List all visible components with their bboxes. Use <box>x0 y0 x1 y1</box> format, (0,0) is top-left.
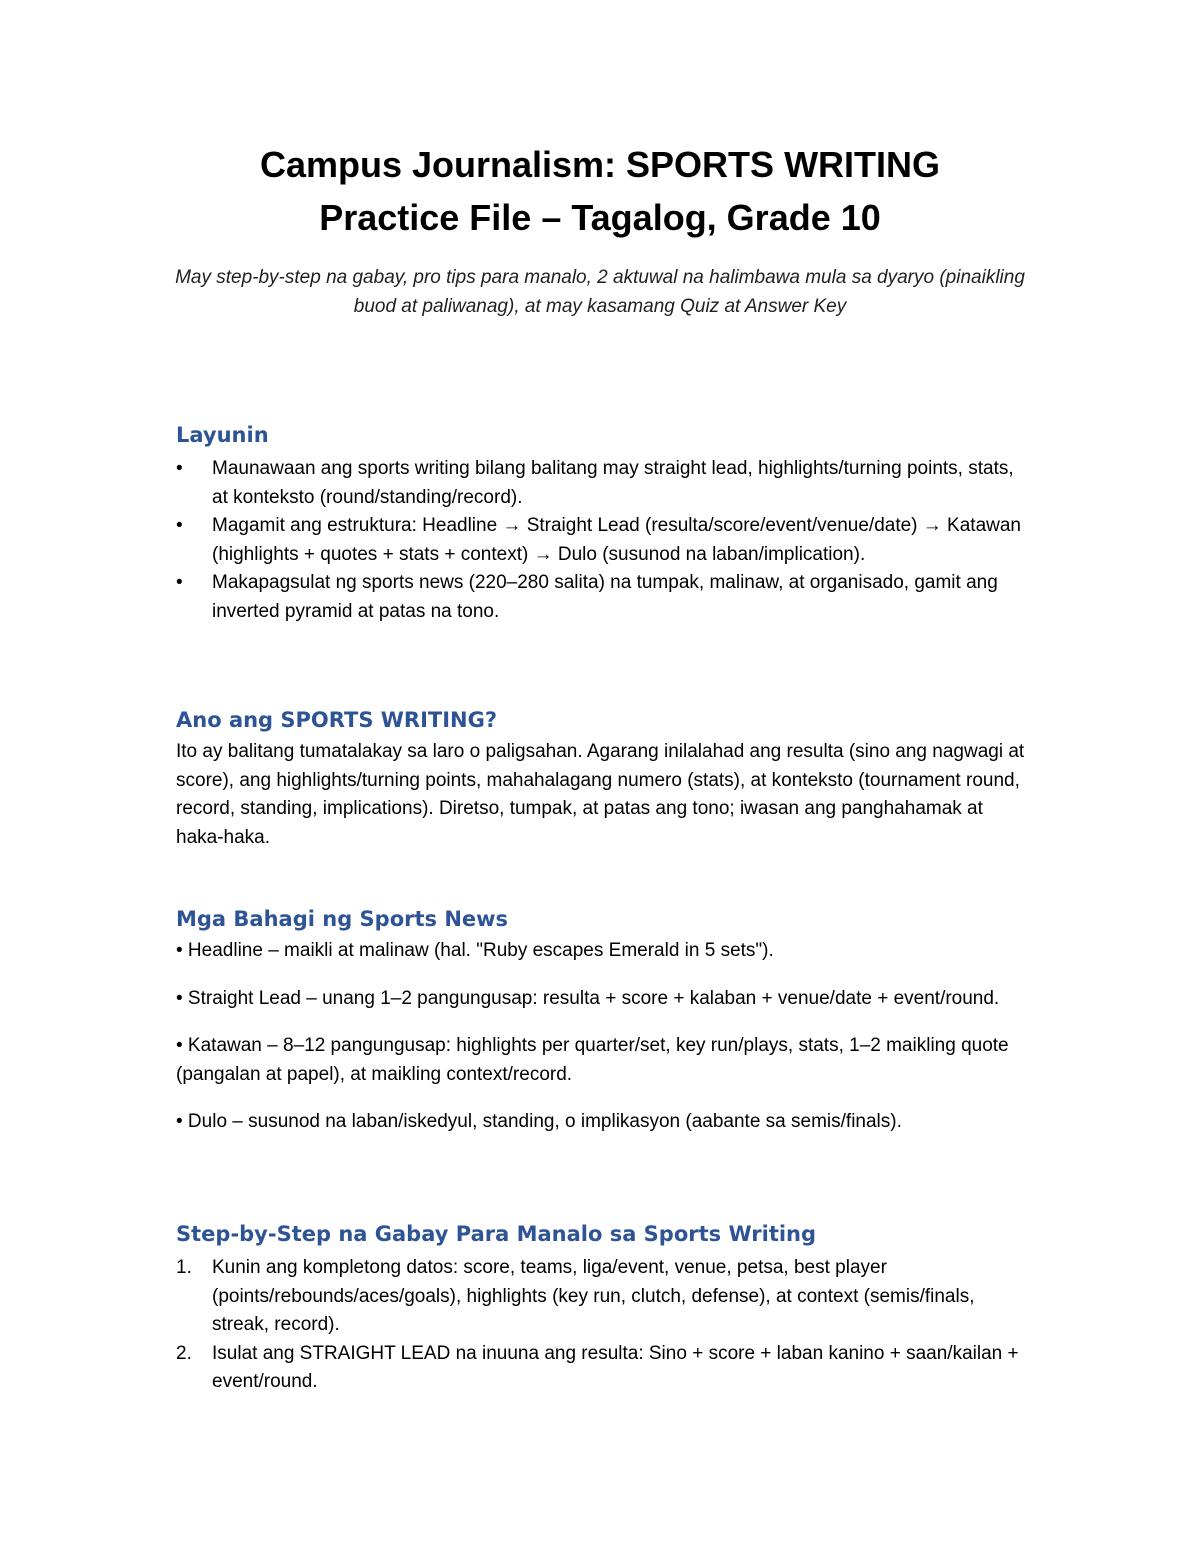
gabay-list <box>176 1254 1026 1397</box>
list-item <box>176 569 1026 626</box>
layunin-section <box>176 455 1026 626</box>
list-item <box>176 1254 1026 1340</box>
bullet-icon: • <box>176 515 183 536</box>
list-item <box>176 455 1026 512</box>
heading-step-by-step: Step-by-Step na Gabay Para Manalo sa Sports Writing <box>176 1222 817 1246</box>
bahagi-item-headline: • Headline – maikli at malinaw (hal. "Ruby escapes Emerald in 5 sets"). <box>176 940 774 961</box>
bahagi-item-dulo: • Dulo – susunod na laban/iskedyul, standing, o implikasyon (aabante sa semis/finals). <box>176 1111 902 1132</box>
list-item-text: Isulat ang STRAIGHT LEAD na inuuna ang resulta: Sino + score + laban kanino + saan/kailan + event/round. <box>212 1342 1019 1392</box>
bahagi-item-straight-lead: • Straight Lead – unang 1–2 pangungusap: resulta + score + kalaban + venue/date + event/round. <box>176 987 1000 1009</box>
heading-layunin: Layunin <box>176 423 269 447</box>
document-title-line-1: Campus Journalism: SPORTS WRITING <box>259 144 941 185</box>
list-number: 2. <box>176 1342 192 1364</box>
list-item <box>176 1340 1026 1397</box>
list-item-text: Magamit ang estruktura: Headline → Straight Lead (resulta/score/event/venue/date) → Katawan (highlights + quotes + stats + context) → Dulo (susunod na laban/implication). <box>212 515 1021 565</box>
list-item <box>176 512 1026 569</box>
gabay-section <box>176 1254 1026 1397</box>
document-subtitle: May step-by-step na gabay, pro tips para manalo, 2 aktuwal na halimbawa mula sa dyaryo (pinaikling buod at paliwanag), at may kasamang Quiz at Answer Key <box>175 267 1025 317</box>
bullet-icon: • <box>176 572 183 593</box>
bahagi-section <box>176 937 1026 1156</box>
document-title-line-2: Practice File – Tagalog, Grade 10 <box>319 197 881 238</box>
bullet-icon: • <box>176 458 183 479</box>
heading-ano-ang-sports-writing: Ano ang SPORTS WRITING? <box>176 708 498 732</box>
list-item-text: Makapagsulat ng sports news (220–280 salita) na tumpak, malinaw, at organisado, gamit ang inverted pyramid at patas na tono. <box>212 572 998 622</box>
ano-paragraph: Ito ay balitang tumatalakay sa laro o paligsahan. Agarang inilalahad ang resulta (sino ang nagwagi at score), ang highlights/turning points, mahahalagang numero (stats), at konteksto (tournament round, record, standing, implications). Diretso, tumpak, at patas ang tono; iwasan ang panghahamak at haka-haka. <box>176 741 1025 848</box>
list-item-text: Kunin ang kompletong datos: score, teams, liga/event, venue, petsa, best player (points/rebounds/aces/goals), highlights (key run, clutch, defense), at context (semis/finals, streak, record). <box>212 1257 975 1335</box>
bahagi-item-katawan: • Katawan – 8–12 pangungusap: highlights per quarter/set, key run/plays, stats, 1–2 maikling quote (pangalan at papel), at maikling context/record. <box>176 1035 1009 1085</box>
list-item-text: Maunawaan ang sports writing bilang balitang may straight lead, highlights/turning points, stats, at konteksto (round/standing/record). <box>212 458 1014 508</box>
layunin-list <box>176 455 1026 626</box>
list-number: 1. <box>176 1257 192 1278</box>
heading-mga-bahagi: Mga Bahagi ng Sports News <box>176 907 509 931</box>
